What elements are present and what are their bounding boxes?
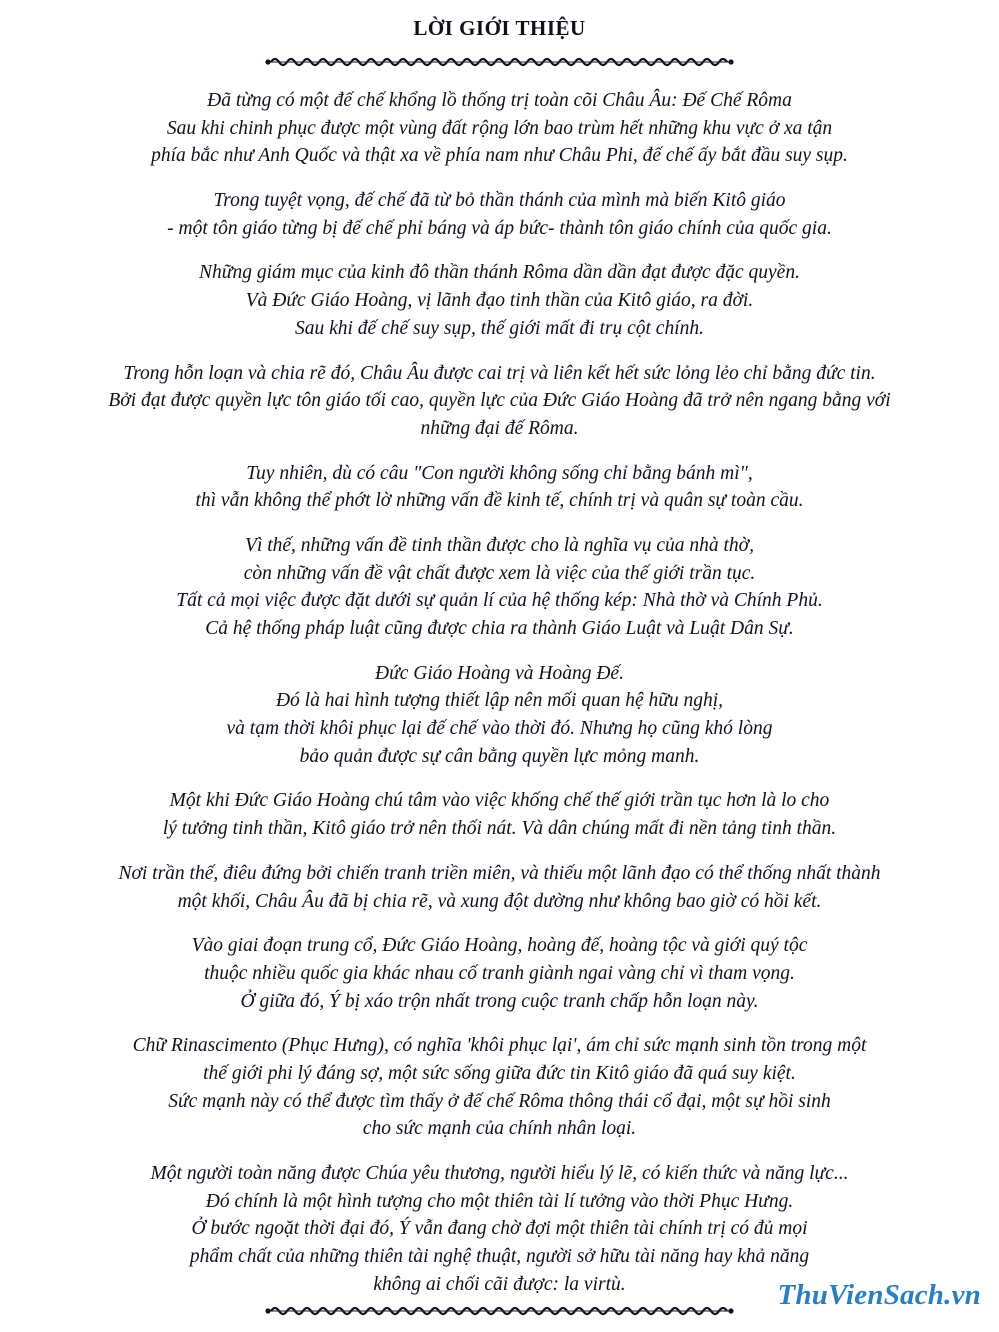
ornament-divider-bottom (265, 1304, 735, 1318)
text-line: một khối, Châu Âu đã bị chia rẽ, và xung đột dường như không bao giờ có hồi kết. (177, 890, 822, 912)
watermark-tld: .vn (944, 1279, 981, 1311)
text-line: Sau khi chinh phục được một vùng đất rộng lớn bao trùm hết những khu vực ở xa tận (166, 117, 833, 139)
text-line: Tuy nhiên, dù có câu "Con người không sống chỉ bằng bánh mì", (246, 462, 753, 484)
paragraph (60, 787, 939, 842)
ornament-divider-top (265, 55, 735, 69)
text-line: Một người toàn năng được Chúa yêu thương, người hiểu lý lẽ, có kiến thức và năng lực... (150, 1163, 849, 1184)
text-line: Đã từng có một đế chế khổng lồ thống trị toàn cõi Châu Âu: Đế Chế Rôma (207, 90, 792, 111)
text-line: Sau khi đế chế suy sụp, thế giới mất đi trụ cột chính. (294, 317, 704, 339)
page-title: LỜI GIỚI THIỆU (413, 16, 586, 40)
text-line: thì vẫn không thể phớt lờ những vấn đề kinh tế, chính trị và quân sự toàn cầu. (195, 490, 804, 512)
text-line: Những giám mục của kinh đô thần thánh Rôma dần dần đạt được đặc quyền. (199, 262, 800, 284)
text-line: cho sức mạnh của chính nhân loại. (362, 1118, 637, 1140)
text-line: Đức Giáo Hoàng và Hoàng Đế. (375, 662, 624, 684)
paragraph (60, 660, 939, 771)
watermark (778, 1279, 981, 1312)
text-line: Vào giai đoạn trung cổ, Đức Giáo Hoàng, hoàng đế, hoàng tộc và giới quý tộc (191, 935, 808, 957)
text-line: Đó chính là một hình tượng cho một thiên tài lí tưởng vào thời Phục Hưng. (205, 1190, 794, 1212)
paragraph (60, 532, 939, 643)
text-line: Sức mạnh này có thể được tìm thấy ở đế chế Rôma thông thái cổ đại, một sự hồi sinh (168, 1090, 831, 1112)
text-line: bảo quản được sự cân bằng quyền lực mỏng manh. (299, 745, 700, 767)
text-line: Tất cả mọi việc được đặt dưới sự quản lí của hệ thống kép: Nhà thờ và Chính Phủ. (176, 590, 823, 612)
text-line: Trong hỗn loạn và chia rẽ đó, Châu Âu được cai trị và liên kết hết sức lỏng lẻo chỉ bằng đức tin. (123, 362, 876, 384)
paragraph (60, 259, 939, 342)
paragraph (60, 860, 939, 915)
text-line: Và Đức Giáo Hoàng, vị lãnh đạo tinh thần của Kitô giáo, ra đời. (245, 290, 754, 312)
paragraph (60, 87, 939, 170)
text-line: Bởi đạt được quyền lực tôn giáo tối cao, quyền lực của Đức Giáo Hoàng đã trở nên ngang bằng với (108, 390, 891, 412)
text-line: Ở giữa đó, Ý bị xáo trộn nhất trong cuộc tranh chấp hỗn loạn này. (240, 990, 759, 1012)
text-line: phẩm chất của những thiên tài nghệ thuật, người sở hữu tài năng hay khả năng (189, 1246, 810, 1268)
paragraph (60, 932, 939, 1015)
text-line: Cả hệ thống pháp luật cũng được chia ra thành Giáo Luật và Luật Dân Sự. (205, 618, 794, 639)
paragraph (60, 1160, 939, 1298)
text-line: - một tôn giáo từng bị đế chế phỉ báng và áp bức- thành tôn giáo chính của quốc gia. (167, 217, 832, 239)
text-line: Một khi Đức Giáo Hoàng chú tâm vào việc khống chế thế giới trần tục hơn là lo cho (169, 790, 830, 812)
text-line: Ở bước ngoặt thời đại đó, Ý vẫn đang chờ đợi một thiên tài chính trị có đủ mọi (191, 1218, 808, 1240)
paragraph (60, 460, 939, 515)
text-line: không ai chối cãi được: la virtù. (373, 1273, 626, 1295)
text-line: thế giới phi lý đáng sợ, một sức sống giữa đức tin Kitô giáo đã quá suy kiệt. (203, 1062, 796, 1084)
document-body (60, 87, 939, 1298)
text-line: Đó là hai hình tượng thiết lập nên mối quan hệ hữu nghị, (275, 690, 724, 712)
paragraph (60, 360, 939, 443)
paragraph (60, 187, 939, 242)
text-line: Trong tuyệt vọng, đế chế đã từ bỏ thần thánh của mình mà biến Kitô giáo (213, 190, 786, 212)
text-line: Chữ Rinascimento (Phục Hưng), có nghĩa 'khôi phục lại', ám chỉ sức mạnh sinh tồn trong một (132, 1035, 867, 1057)
text-line: thuộc nhiều quốc gia khác nhau cố tranh giành ngai vàng chỉ vì tham vọng. (204, 962, 795, 984)
text-line: những đại đế Rôma. (420, 417, 579, 439)
text-line: còn những vấn đề vật chất được xem là việc của thế giới trần tục. (243, 562, 756, 584)
watermark-brand: ThuVienSach (777, 1279, 945, 1311)
text-line: lý tưởng tinh thần, Kitô giáo trở nên thối nát. Và dân chúng mất đi nền tảng tinh thần. (162, 818, 837, 840)
text-line: Nơi trần thế, điêu đứng bởi chiến tranh triền miên, và thiếu một lãnh đạo có thể thống nhất thành (118, 862, 881, 884)
text-line: phía bắc như Anh Quốc và thật xa về phía nam như Châu Phi, đế chế ấy bắt đầu suy sụp. (151, 145, 848, 167)
paragraph (60, 1032, 939, 1143)
text-line: Vì thế, những vấn đề tinh thần được cho là nghĩa vụ của nhà thờ, (245, 534, 754, 556)
text-line: và tạm thời khôi phục lại đế chế vào thời đó. Nhưng họ cũng khó lòng (226, 718, 773, 740)
